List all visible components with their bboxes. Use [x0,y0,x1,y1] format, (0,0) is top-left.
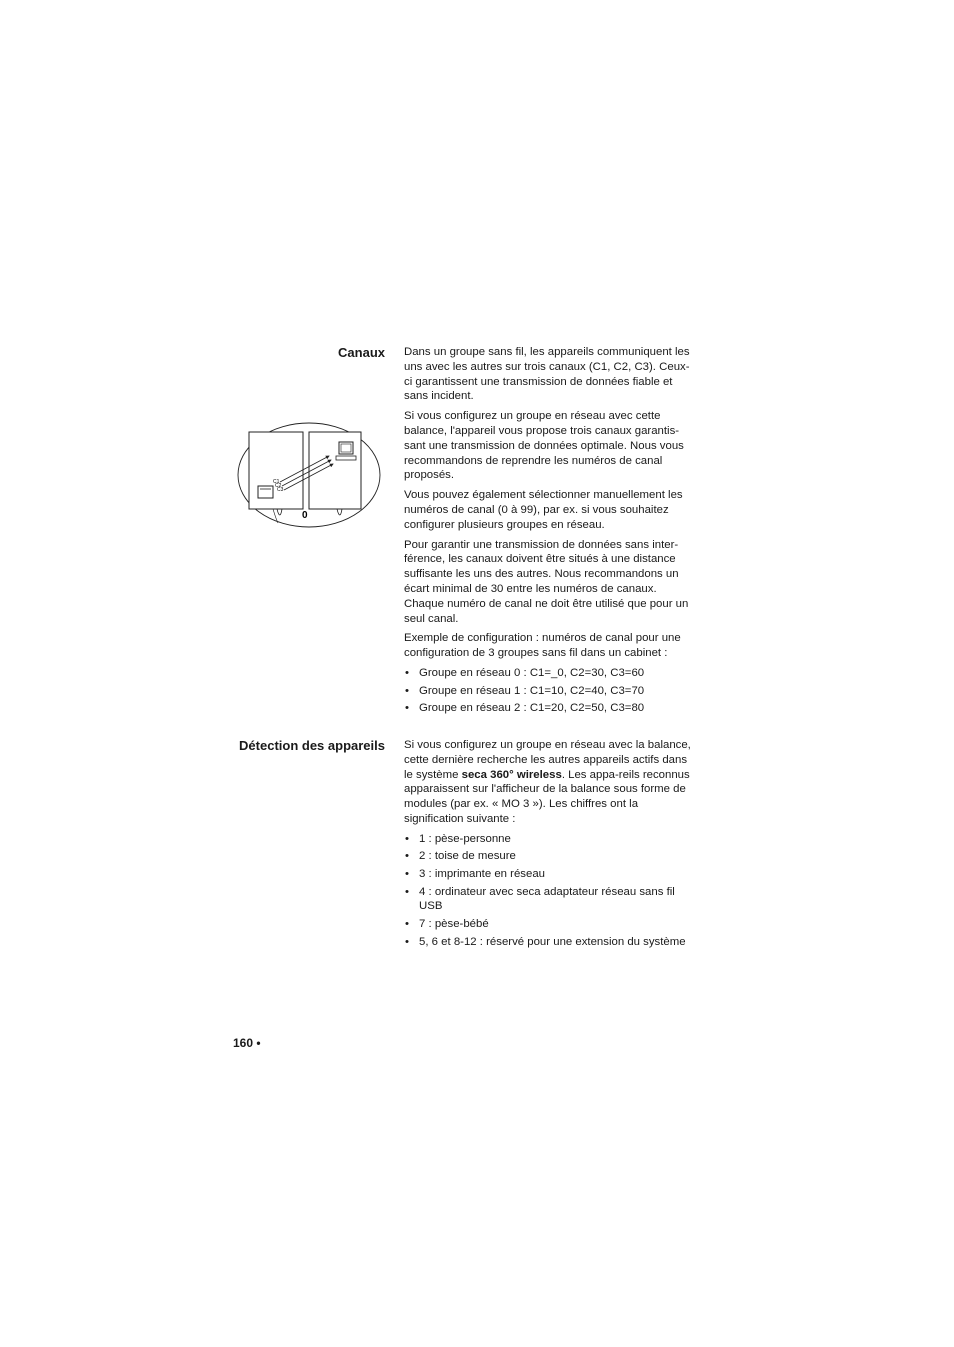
canaux-paragraph-4: Pour garantir une transmission de données sans inter-férence, les canaux doivent être situés à une distance suffisante les uns des autres. Nous recommandons un écart minimal de 30 entre les numéros de canaux. Chaque numéro de canal ne doit être utilisé que pour un seul canal. [404,538,689,625]
cabinet-left [249,432,303,509]
list-item: • Groupe en réseau 0 : C1=_0, C2=30, C3=60 [404,666,696,681]
detection-paragraph [404,738,696,827]
list-item: • 4 : ordinateur avec seca adaptateur réseau sans fil USB [404,885,696,915]
canaux-paragraph-5: Exemple de configuration : numéros de canal pour une configuration de 3 groupes sans fil dans un cabinet : [404,632,681,660]
list-item: • 2 : toise de mesure [404,849,696,864]
scale-device-icon [258,486,273,498]
canaux-body [404,345,696,719]
product-name: seca 360° wireless [461,768,562,781]
list-item: • Groupe en réseau 2 : C1=20, C2=50, C3=80 [404,701,696,716]
computer-keyboard-icon [336,456,356,460]
detection-intro-text-end: . Les appa-reils reconnus apparaissent sur l'afficheur de la balance sous forme de modules (par ex. « MO 3 »). Les chiffres ont la signification suivante : [404,768,690,825]
channel-label-c3: C3 [277,487,284,493]
detection-body [404,738,696,952]
group-label: 0 [302,510,308,521]
list-item: • 3 : imprimante en réseau [404,867,696,882]
cabinet-foot-right [337,509,342,515]
channel-label-c1: C1 [273,479,280,485]
canaux-paragraph-1: Dans un groupe sans fil, les appareils communiquent les uns avec les autres sur trois canaux (C1, C2, C3). Ceux-ci garantissent une transmission de données fiable et sans incident. [404,346,690,403]
heading-canaux: Canaux [338,345,385,360]
cabinet-foot-left [277,509,282,515]
canaux-bullet-list [404,666,696,716]
detection-bullet-list [404,832,696,950]
page-number: 160 • [233,1036,261,1050]
heading-detection: Détection des appareils [239,738,385,753]
list-item: • Groupe en réseau 1 : C1=10, C2=40, C3=70 [404,684,696,699]
canaux-paragraph-3: Vous pouvez également sélectionner manuellement les numéros de canal (0 à 99), par ex. si vous souhaitez configurer plusieurs groupes en réseau. [404,489,683,531]
list-item: • 7 : pèse-bébé [404,917,696,932]
canaux-paragraph-2: Si vous configurez un groupe en réseau avec cette balance, l'appareil vous propose trois canaux garantis-sant une transmission de données optimale. Nous vous recommandons de reprendre les numéros de canal proposés. [404,410,684,482]
detection-intro-text: Si vous configurez un groupe en réseau avec la balance, cette dernière recherche les autres appareils actifs dans le système [404,739,691,781]
channel-label-c2: C2 [275,483,282,489]
list-item: • 1 : pèse-personne [404,832,696,847]
channel-diagram [236,421,382,533]
list-item: • 5, 6 et 8-12 : réservé pour une extension du système [404,935,696,950]
